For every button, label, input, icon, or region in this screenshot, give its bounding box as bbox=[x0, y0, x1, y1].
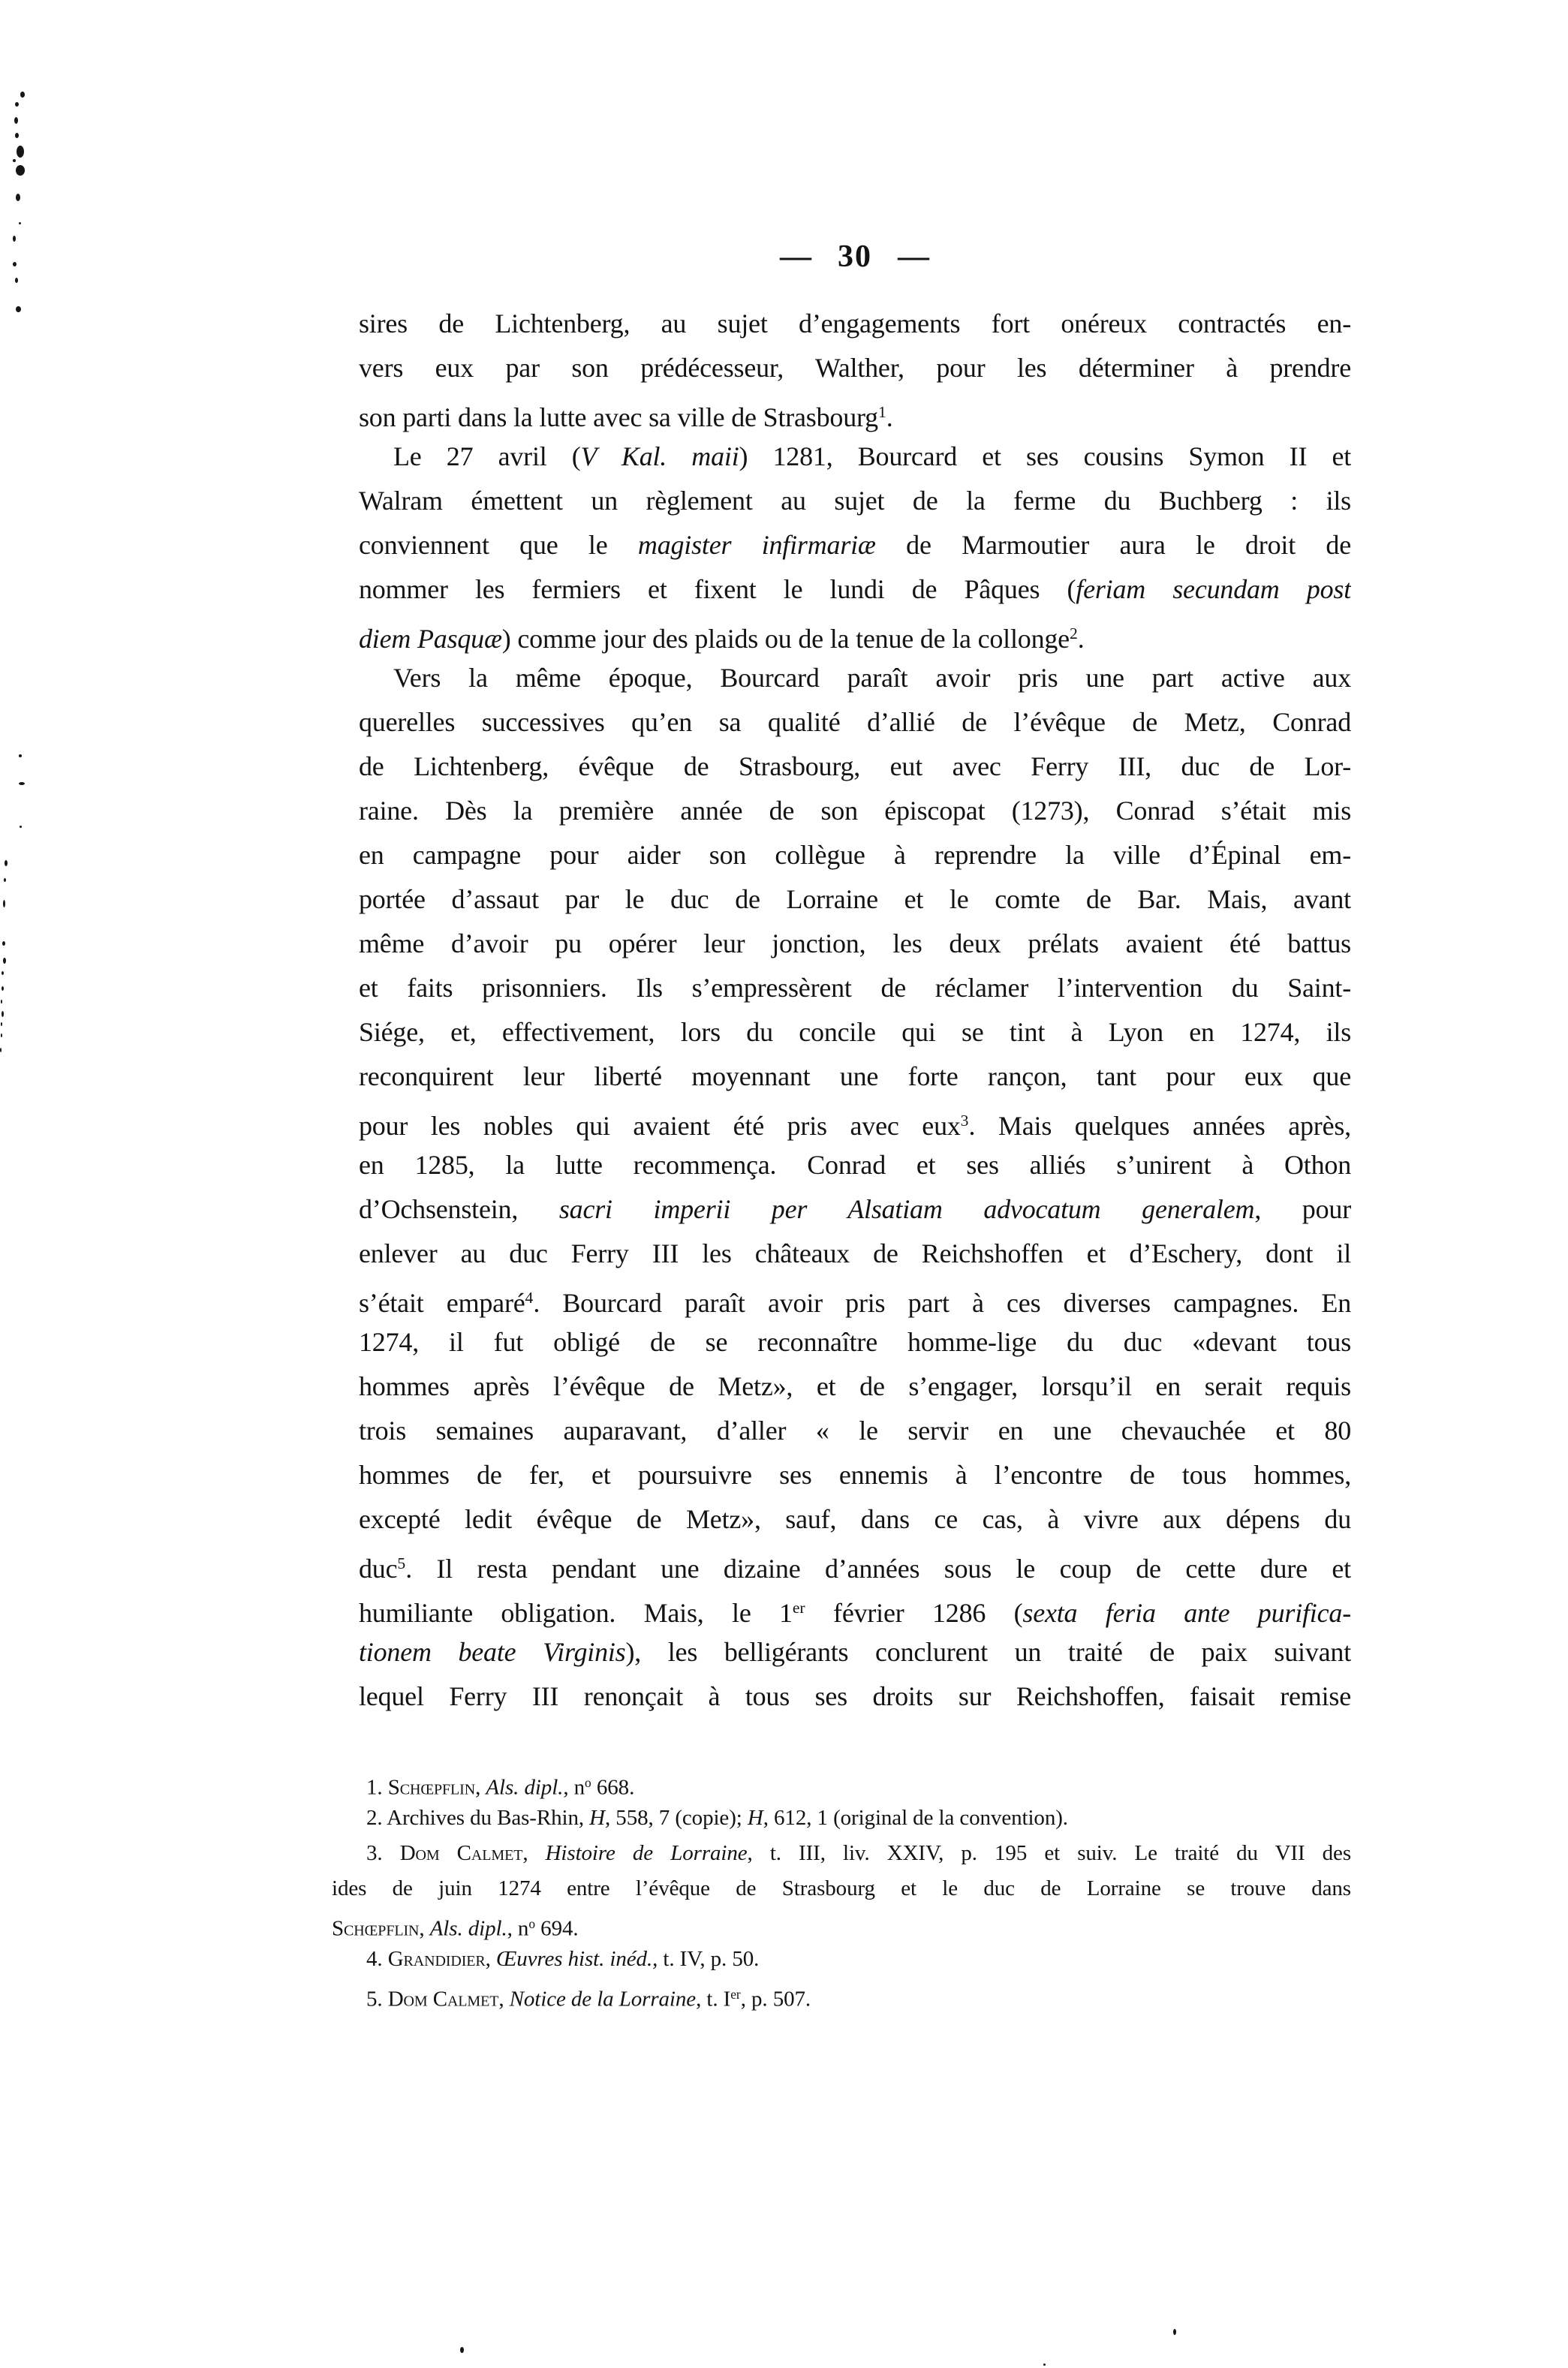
text-run: . bbox=[886, 402, 893, 432]
text-run: 5. bbox=[366, 1987, 388, 2011]
ink-speck bbox=[13, 159, 16, 162]
text-line bbox=[359, 833, 1351, 877]
ink-speck bbox=[1043, 2363, 1046, 2366]
text-run: Walram émettent un règlement au sujet de la ferme du Buchberg : ils bbox=[359, 486, 1351, 516]
text-run: Dom Calmet bbox=[387, 1987, 499, 2011]
text-line bbox=[359, 922, 1351, 966]
ink-speck bbox=[3, 900, 5, 907]
text-run: pour les nobles qui avaient été pris avec eux bbox=[359, 1110, 961, 1141]
text-run: V Kal. maii bbox=[580, 441, 739, 471]
text-line bbox=[332, 1765, 1351, 1801]
ink-speck bbox=[0, 1048, 2, 1052]
text-run: H bbox=[747, 1806, 763, 1830]
ink-speck bbox=[1173, 2329, 1176, 2335]
text-run: er bbox=[792, 1599, 805, 1617]
text-run: Histoire de Lorraine bbox=[545, 1841, 748, 1865]
text-line bbox=[359, 1497, 1351, 1542]
text-run: Œuvres hist. inéd. bbox=[495, 1947, 653, 1971]
text-run: ) comme jour des plaids ou de la tenue de la collonge bbox=[501, 623, 1070, 654]
text-run: 668. bbox=[591, 1775, 635, 1800]
text-run: 5 bbox=[397, 1554, 406, 1572]
text-run: 4. bbox=[366, 1947, 388, 1971]
text-line bbox=[359, 435, 1351, 479]
ink-speck bbox=[1, 1000, 2, 1003]
text-run: . bbox=[1077, 623, 1085, 654]
text-run: 4 bbox=[525, 1289, 534, 1307]
ink-speck bbox=[19, 782, 25, 785]
ink-speck bbox=[1, 1034, 2, 1037]
ink-speck bbox=[15, 133, 19, 138]
text-line bbox=[359, 479, 1351, 523]
text-line bbox=[359, 700, 1351, 745]
text-run: Siége, et, effectivement, lors du concile qui se tint à Lyon en 1274, ils bbox=[359, 1017, 1351, 1047]
text-run: , bbox=[522, 1841, 546, 1865]
text-run: nommer les fermiers et fixent le lundi de Pâques ( bbox=[359, 574, 1076, 604]
text-run: , t. IV, p. 50. bbox=[652, 1947, 760, 1971]
text-run: . Mais quelques années après, bbox=[968, 1110, 1351, 1141]
ink-speck bbox=[20, 826, 22, 828]
footnotes-block bbox=[332, 1765, 1351, 2012]
text-line bbox=[359, 1409, 1351, 1453]
text-run: d’Ochsenstein, bbox=[359, 1194, 559, 1224]
text-run: 1274, il fut obligé de se reconnaître homme-lige du duc «devant tous bbox=[359, 1327, 1351, 1357]
text-run: Le 27 avril ( bbox=[393, 441, 581, 471]
text-line bbox=[359, 1055, 1351, 1099]
text-run: Schœpflin bbox=[387, 1775, 476, 1800]
text-line bbox=[359, 1232, 1351, 1276]
text-run: , n bbox=[563, 1775, 585, 1800]
text-run: , t. I bbox=[696, 1987, 731, 2011]
text-run: conviennent que le bbox=[359, 530, 638, 560]
text-run: sires de Lichtenberg, au sujet d’engagements fort onéreux contractés en- bbox=[359, 308, 1351, 339]
ink-speck bbox=[16, 306, 21, 312]
text-line bbox=[332, 1836, 1351, 1871]
text-line bbox=[359, 656, 1351, 700]
text-run: ), les belligérants conclurent un traité de paix suivant bbox=[625, 1637, 1351, 1667]
ink-speck bbox=[19, 222, 21, 224]
text-line bbox=[359, 1674, 1351, 1719]
text-line bbox=[359, 1542, 1351, 1586]
text-run: Dom Calmet bbox=[399, 1841, 523, 1865]
body-text-block bbox=[359, 302, 1351, 1719]
ink-speck bbox=[13, 236, 16, 242]
text-line bbox=[359, 1630, 1351, 1674]
text-line bbox=[359, 346, 1351, 390]
text-run: , bbox=[485, 1947, 496, 1971]
ink-speck bbox=[14, 117, 18, 124]
text-run: tionem beate Virginis bbox=[359, 1637, 626, 1667]
text-run: 1. bbox=[366, 1775, 388, 1800]
text-line bbox=[359, 567, 1351, 612]
text-run: Schœpflin bbox=[332, 1916, 420, 1941]
text-run: , n bbox=[507, 1916, 529, 1941]
text-run: sacri imperii per Alsatiam advocatum generalem bbox=[558, 1194, 1255, 1224]
text-run: et faits prisonniers. Ils s’empressèrent de réclamer l’intervention du Saint- bbox=[359, 973, 1351, 1003]
ink-speck bbox=[17, 146, 24, 158]
ink-speck bbox=[16, 165, 25, 176]
text-run: duc bbox=[359, 1553, 398, 1584]
ink-speck bbox=[2, 971, 4, 975]
text-run: o bbox=[528, 1916, 536, 1931]
header-left-dash: — bbox=[780, 239, 812, 274]
text-run: portée d’assaut par le duc de Lorraine et le comte de Bar. Mais, avant bbox=[359, 884, 1351, 914]
text-run: hommes de fer, et poursuivre ses ennemis à l’encontre de tous hommes, bbox=[359, 1460, 1351, 1490]
ink-speck bbox=[20, 92, 25, 98]
text-run: o bbox=[585, 1775, 591, 1790]
text-line bbox=[359, 1099, 1351, 1143]
text-run: diem Pasquæ bbox=[359, 623, 502, 654]
text-run: de Lichtenberg, évêque de Strasbourg, eut avec Ferry III, duc de Lor- bbox=[359, 751, 1351, 781]
text-run: , t. III, liv. XXIV, p. 195 et suiv. Le traité du VII des bbox=[747, 1841, 1351, 1865]
text-run: , bbox=[419, 1916, 430, 1941]
text-run: en 1285, la lutte recommença. Conrad et ses alliés s’unirent à Othon bbox=[359, 1150, 1351, 1180]
ink-speck bbox=[1, 1022, 2, 1026]
text-line bbox=[359, 966, 1351, 1010]
text-run: raine. Dès la première année de son épiscopat (1273), Conrad s’était mis bbox=[359, 796, 1351, 826]
text-run: , 558, 7 (copie); bbox=[605, 1806, 748, 1830]
text-line bbox=[359, 789, 1351, 833]
text-run: trois semaines auparavant, d’aller « le servir en une chevauchée et 80 bbox=[359, 1416, 1351, 1446]
text-run: . Bourcard paraît avoir pris part à ces diverses campagnes. En bbox=[533, 1287, 1351, 1318]
ink-speck bbox=[3, 958, 6, 964]
text-line bbox=[359, 1276, 1351, 1320]
text-run: 3. bbox=[366, 1841, 400, 1865]
text-line bbox=[359, 1320, 1351, 1365]
text-line bbox=[332, 1906, 1351, 1942]
text-run: sexta feria ante purifica- bbox=[1022, 1597, 1351, 1628]
text-line bbox=[359, 523, 1351, 567]
text-run: hommes après l’évêque de Metz», et de s’engager, lorsqu’il en serait requis bbox=[359, 1371, 1351, 1401]
ink-speck bbox=[2, 986, 4, 991]
text-run: son parti dans la lutte avec sa ville de Strasbourg bbox=[359, 402, 878, 432]
text-line bbox=[359, 1365, 1351, 1409]
ink-speck bbox=[2, 1011, 4, 1017]
text-run: de Marmoutier aura le droit de bbox=[875, 530, 1351, 560]
text-run: en campagne pour aider son collègue à reprendre la ville d’Épinal em- bbox=[359, 840, 1351, 870]
text-line bbox=[359, 390, 1351, 435]
ink-speck bbox=[15, 278, 18, 283]
text-run: magister infirmariæ bbox=[637, 530, 876, 560]
text-run: enlever au duc Ferry III les châteaux de Reichshoffen et d’Eschery, dont il bbox=[359, 1238, 1351, 1268]
text-run: février 1286 ( bbox=[805, 1597, 1023, 1628]
text-run: excepté ledit évêque de Metz», sauf, dans ce cas, à vivre aux dépens du bbox=[359, 1504, 1351, 1534]
text-run: Notice de la Lorraine bbox=[509, 1987, 697, 2011]
ink-speck bbox=[19, 754, 22, 757]
text-line bbox=[332, 1871, 1351, 1906]
text-run: , pour bbox=[1254, 1194, 1351, 1224]
text-run: er bbox=[730, 1987, 741, 2002]
text-run: feriam secundam post bbox=[1076, 574, 1351, 604]
text-line bbox=[359, 1453, 1351, 1497]
text-run: Als. dipl. bbox=[429, 1916, 507, 1941]
text-line bbox=[359, 1010, 1351, 1055]
text-line bbox=[332, 1801, 1351, 1836]
ink-speck bbox=[13, 262, 17, 266]
text-run: Grandidier bbox=[387, 1947, 486, 1971]
text-run: ) 1281, Bourcard et ses cousins Symon II et bbox=[739, 441, 1351, 471]
text-run: reconquirent leur liberté moyennant une forte rançon, tant pour eux que bbox=[359, 1061, 1351, 1091]
text-run: H bbox=[589, 1806, 605, 1830]
text-run: s’était emparé bbox=[359, 1287, 525, 1318]
page-number: 30 bbox=[838, 239, 872, 274]
page-number-header bbox=[359, 239, 1351, 275]
text-line bbox=[332, 1942, 1351, 1977]
ink-speck bbox=[16, 194, 20, 201]
ink-speck bbox=[5, 860, 8, 866]
text-run: , bbox=[498, 1987, 510, 2011]
text-run: humiliante obligation. Mais, le 1 bbox=[359, 1597, 793, 1628]
ink-speck bbox=[15, 102, 19, 107]
ink-speck bbox=[2, 941, 5, 946]
text-run: , bbox=[475, 1775, 486, 1800]
text-run: . Il resta pendant une dizaine d’années sous le coup de cette dure et bbox=[405, 1553, 1351, 1584]
text-run: 1 bbox=[877, 403, 886, 421]
text-run: 694. bbox=[535, 1916, 579, 1941]
text-run: même d’avoir pu opérer leur jonction, les deux prélats avaient été battus bbox=[359, 928, 1351, 958]
text-run: querelles successives qu’en sa qualité d’allié de l’évêque de Metz, Conrad bbox=[359, 707, 1351, 737]
text-line bbox=[359, 877, 1351, 922]
text-line bbox=[332, 1977, 1351, 2012]
text-line bbox=[359, 1143, 1351, 1187]
text-line bbox=[359, 612, 1351, 656]
text-run: , p. 507. bbox=[740, 1987, 811, 2011]
text-line bbox=[359, 1586, 1351, 1630]
text-run: 3 bbox=[960, 1112, 969, 1130]
text-line bbox=[359, 302, 1351, 346]
text-run: Als. dipl. bbox=[486, 1775, 564, 1800]
text-run: lequel Ferry III renonçait à tous ses droits sur Reichshoffen, faisait remise bbox=[359, 1681, 1351, 1711]
header-right-dash: — bbox=[898, 239, 930, 274]
text-line bbox=[359, 745, 1351, 789]
ink-speck bbox=[4, 878, 6, 882]
text-line bbox=[359, 1187, 1351, 1232]
ink-speck bbox=[460, 2347, 464, 2353]
text-run: 2. Archives du Bas-Rhin, bbox=[366, 1806, 590, 1830]
text-run: Vers la même époque, Bourcard paraît avoir pris une part active aux bbox=[393, 663, 1351, 693]
text-run: ides de juin 1274 entre l’évêque de Strasbourg et le duc de Lorraine se trouve dans bbox=[332, 1876, 1351, 1900]
text-run: , 612, 1 (original de la convention). bbox=[763, 1806, 1068, 1830]
text-run: vers eux par son prédécesseur, Walther, pour les déterminer à prendre bbox=[359, 353, 1351, 383]
text-run: 2 bbox=[1069, 624, 1078, 642]
